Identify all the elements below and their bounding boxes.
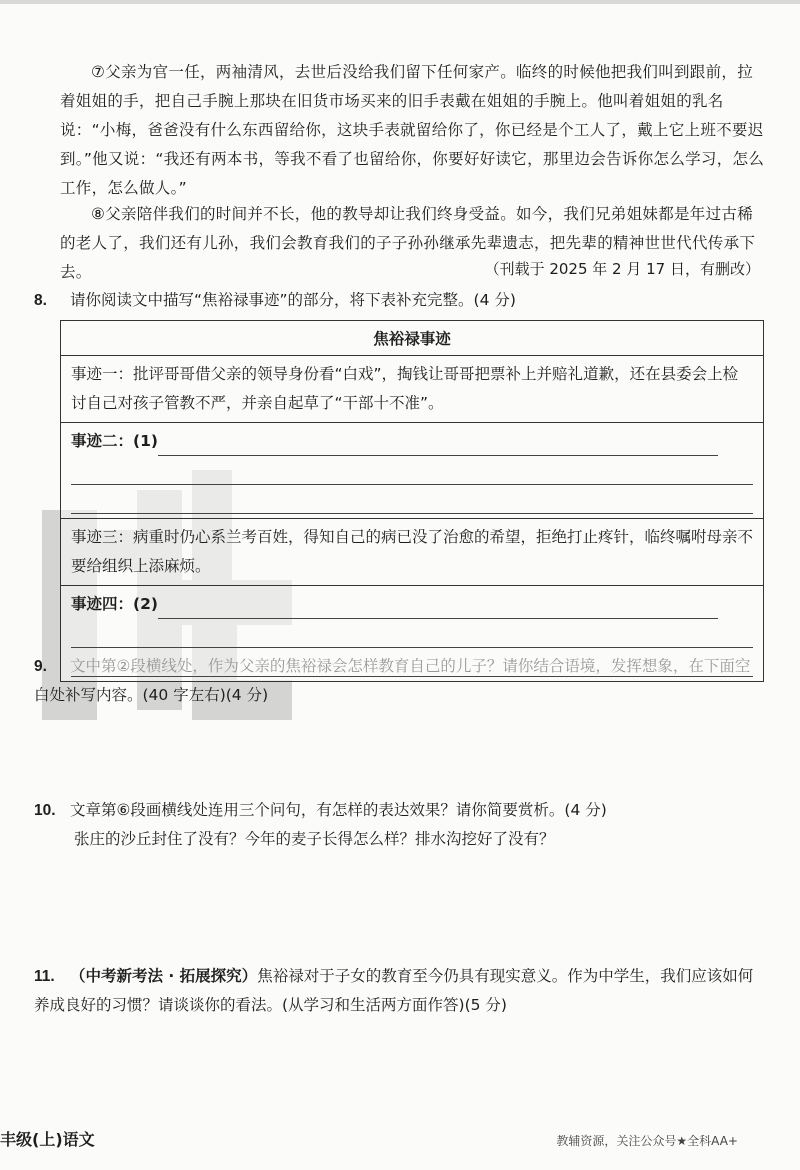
- question-10: [34, 796, 764, 853]
- question-11: [34, 962, 764, 1019]
- top-rule: [0, 0, 800, 4]
- question-text: 请你阅读文中描写“焦裕禄事迹”的部分，将下表补充完整。(4 分): [70, 291, 516, 309]
- footer-grade-subject: 丰级(上)语文: [0, 1130, 95, 1149]
- question-number: 10.: [34, 802, 56, 819]
- paragraph-7: ⑦父亲为官一任，两袖清风，去世后没给我们留下任何家产。临终的时候他把我们叫到跟前，拉着姐姐的手，把自己手腕上那块在旧货市场买来的旧手表戴在姐姐的手腕上。他叫着姐姐的乳名说：“小梅，爸爸没有什么东西留给你，这块手表就留给你了，你已经是个工人了，戴上它上班不要迟到。”他又说：“我还有两本书，等我不看了也留给你，你要好好读它，那里边会告诉你怎么学习，怎么工作，怎么做人。”: [60, 63, 765, 197]
- events-table: [60, 320, 764, 682]
- event-2-cell: [61, 423, 764, 519]
- question-text: 焦裕禄对于子女的教育至今仍具有现实意义。作为中学生，我们应该如何养成良好的习惯？请谈谈你的看法。(从学习和生活两方面作答)(5 分): [34, 967, 754, 1014]
- event-1-cell: 事迹一：批评哥哥借父亲的领导身份看“白戏”，掏钱让哥哥把票补上并赔礼道歉，还在县委会上检讨自己对孩子管教不严，并亲自起草了“干部十不准”。: [61, 356, 764, 423]
- footer-promo: 教辅资源，关注公众号★全科AA+: [556, 1134, 738, 1148]
- answer-line[interactable]: [71, 619, 753, 648]
- answer-line[interactable]: [71, 648, 753, 677]
- question-8: [34, 286, 764, 315]
- question-tag: （中考新考法 · 拓展探究）: [70, 967, 258, 985]
- question-number: 9.: [34, 658, 47, 675]
- event-4-label: 事迹四：(2): [71, 595, 158, 613]
- source-note: （刊载于 2025 年 2 月 17 日，有删改）: [484, 260, 760, 278]
- paragraph-8: ⑧父亲陪伴我们的时间并不长，他的教导却让我们终身受益。如今，我们兄弟姐妹都是年过古稀的老人了，我们还有儿孙，我们会教育我们的子子孙孙继承先辈遗志，把先辈的精神世世代代传承下去。: [60, 205, 756, 281]
- question-quote: 张庄的沙丘封住了没有？今年的麦子长得怎么样？排水沟挖好了没有？: [74, 830, 555, 848]
- answer-line[interactable]: [71, 485, 753, 514]
- question-number: 11.: [34, 968, 55, 985]
- question-text: 白处补写内容。(40 字左右)(4 分): [34, 686, 269, 704]
- question-number: 8.: [34, 292, 47, 309]
- event-3-cell: 事迹三：病重时仍心系兰考百姓，得知自己的病已没了治愈的希望，拒绝打止疼针，临终嘱咐母亲不要给组织上添麻烦。: [61, 519, 764, 586]
- event-4-cell: [61, 586, 764, 682]
- question-text: 文章第⑥段画横线处连用三个问句，有怎样的表达效果？请你简要赏析。(4 分): [70, 801, 607, 819]
- event-2-label: 事迹二：(1): [71, 432, 158, 450]
- answer-line[interactable]: [71, 456, 753, 485]
- answer-line[interactable]: [158, 437, 718, 456]
- answer-line[interactable]: [158, 600, 718, 619]
- table-header: 焦裕禄事迹: [61, 321, 764, 356]
